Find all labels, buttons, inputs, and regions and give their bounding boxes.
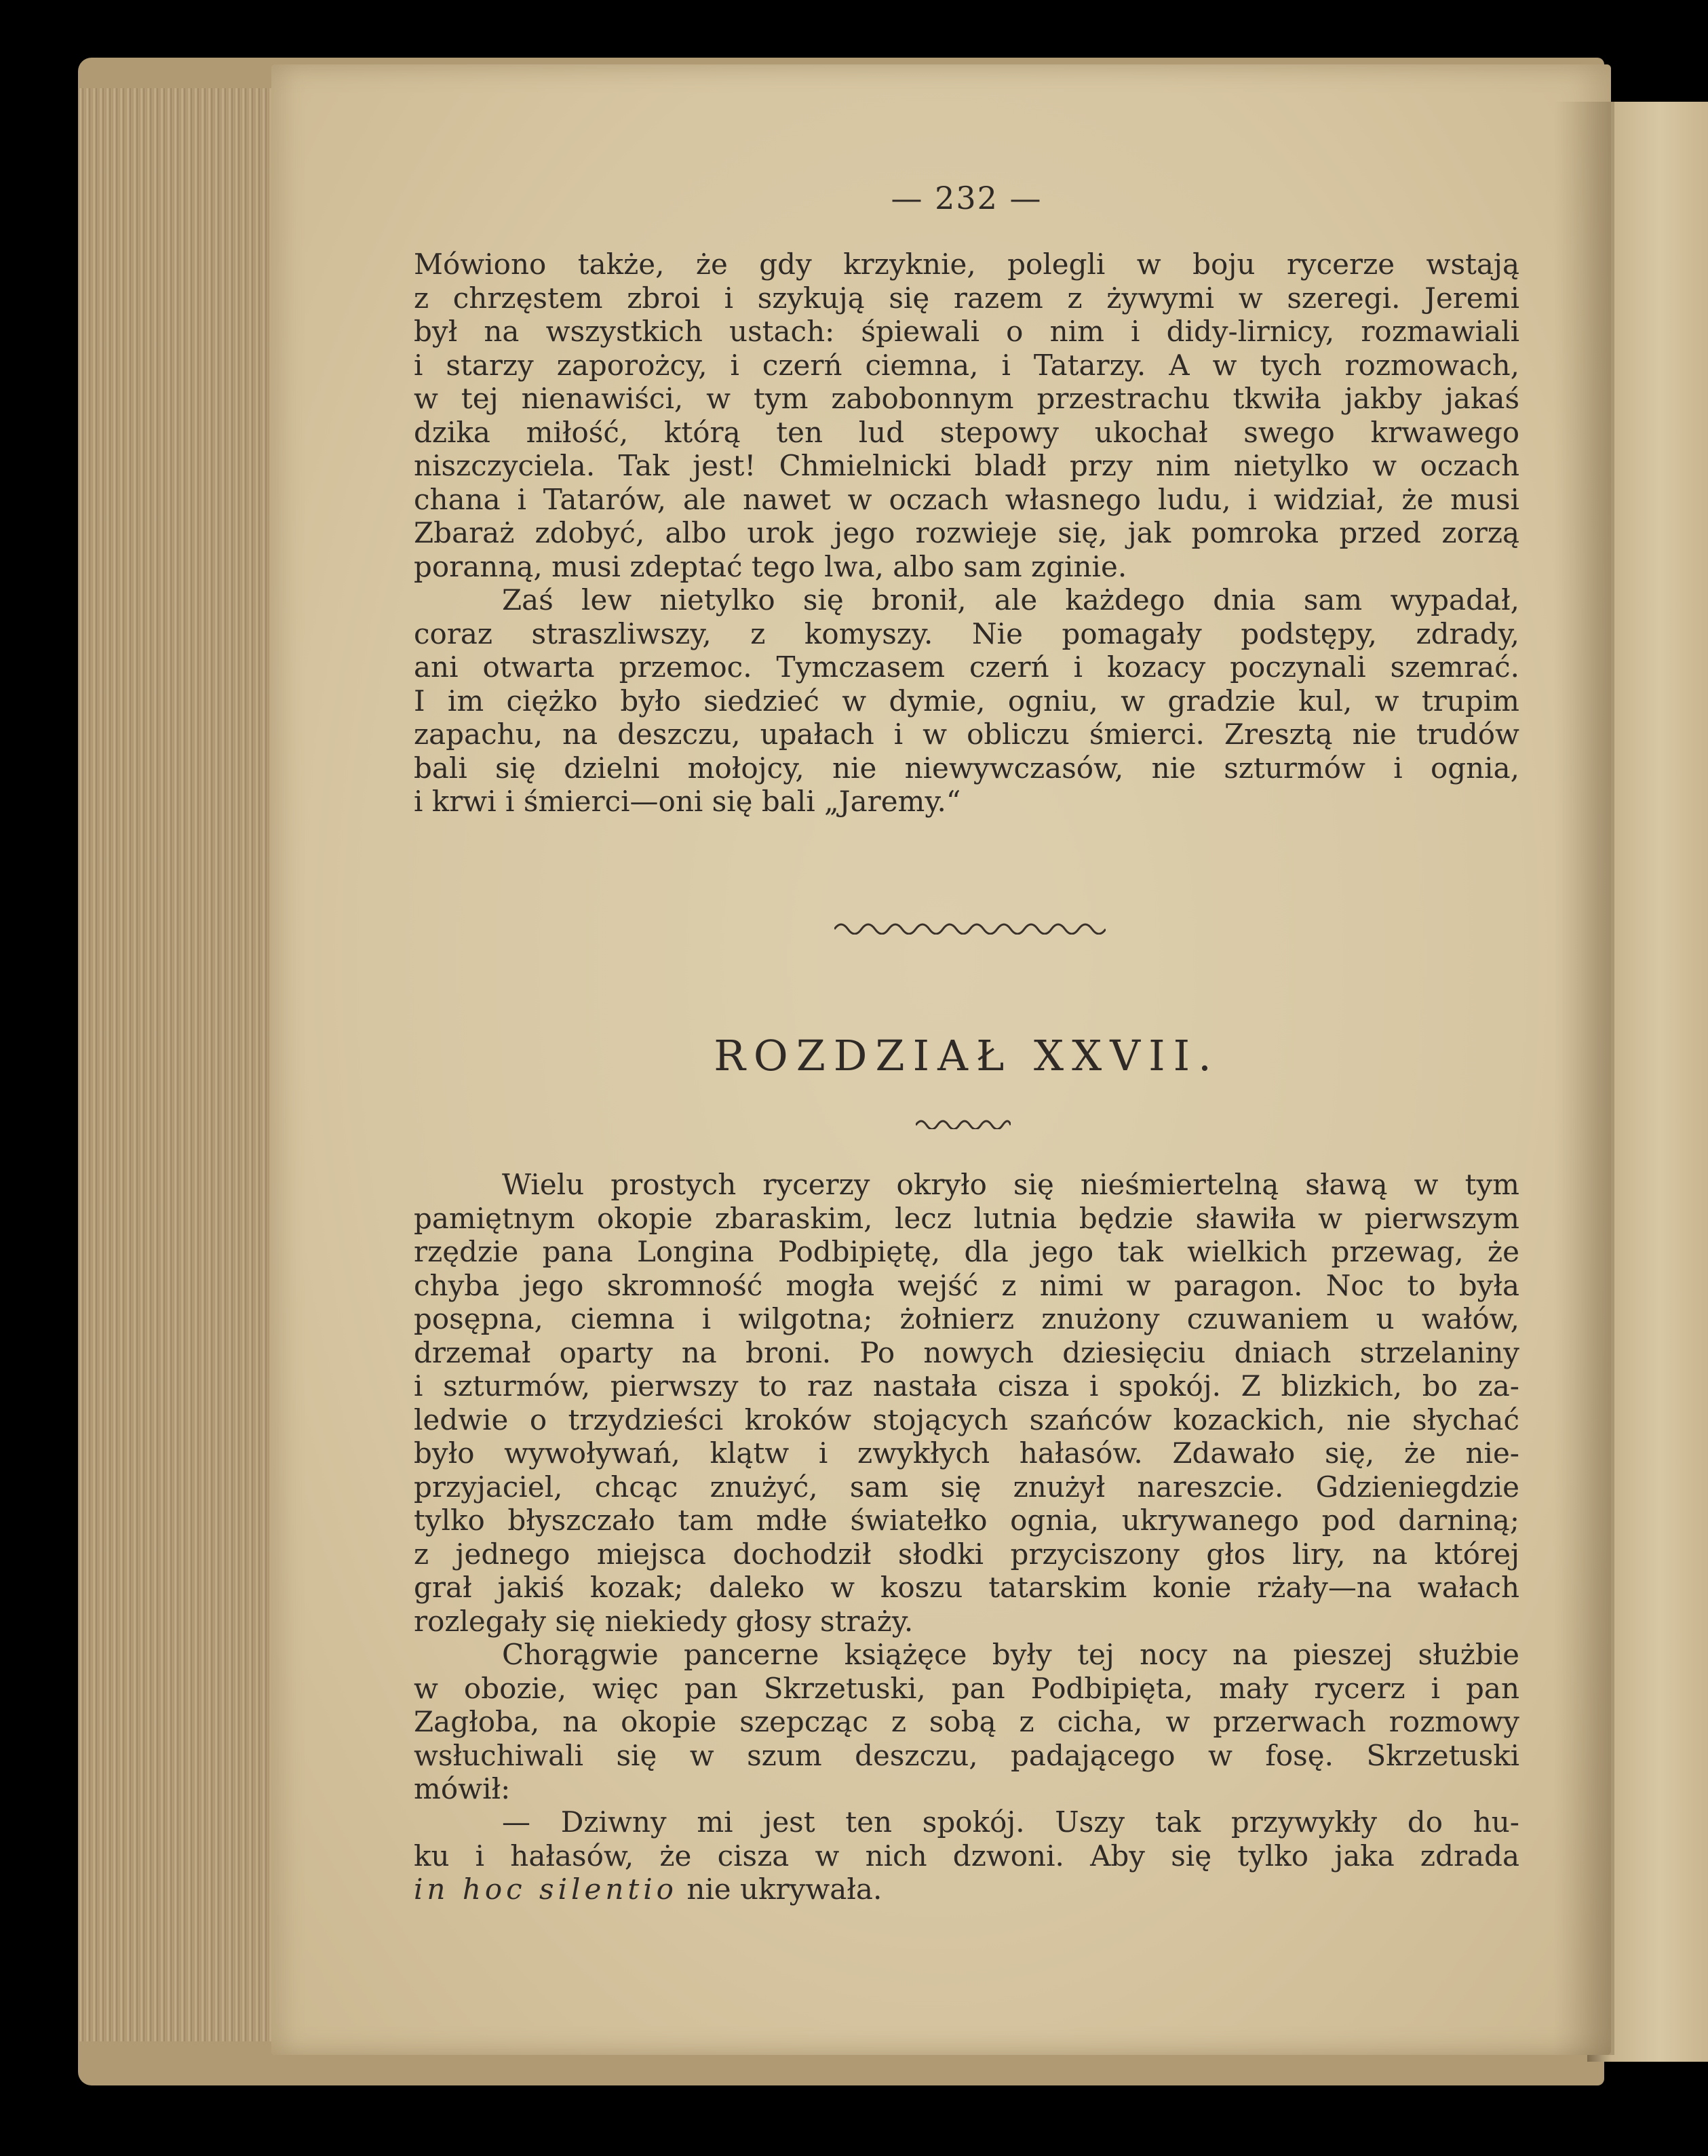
text-line: chana i Tatarów, ale nawet w oczach własnego ludu, i widział, że musi xyxy=(414,482,1519,516)
page-edges xyxy=(78,88,282,2041)
text-line: ledwie o trzydzieści kroków stojących szańców kozackich, nie słychać xyxy=(414,1403,1519,1436)
text-line: coraz straszliwszy, z komyszy. Nie pomagały podstępy, zdrady, xyxy=(414,616,1519,650)
ornament-divider xyxy=(834,917,1106,935)
ornament-small xyxy=(916,1116,1011,1129)
text-line: grał jakiś kozak; daleko w koszu tatarskim konie rżały—na wałach xyxy=(414,1571,1519,1604)
text-line: Chorągwie pancerne książęce były tej nocy na pieszej służbie xyxy=(502,1638,1519,1671)
text-line: — Dziwny mi jest ten spokój. Uszy tak przywykły do hu- xyxy=(502,1805,1519,1839)
chapter-paragraph-3 xyxy=(414,1805,1519,1906)
text-line: chyba jego skromność mogła wejść z nimi w paragon. Noc to była xyxy=(414,1268,1519,1302)
text-line: przyjaciel, chcąc znużyć, sam się znużył nareszcie. Gdzieniegdzie xyxy=(414,1470,1519,1504)
text-line: mówił: xyxy=(414,1772,511,1805)
text-line: w tej nienawiści, w tym zabobonnym przestrachu tkwiła jakby jakaś xyxy=(414,382,1519,415)
text-line: Zbaraż zdobyć, albo urok jego rozwieje się, jak pomroka przed zorzą xyxy=(414,516,1519,549)
chapter-paragraph-2 xyxy=(414,1638,1519,1806)
text-line: wsłuchiwali się w szum deszczu, padającego w fosę. Skrzetuski xyxy=(414,1738,1519,1772)
text-line: drzemał oparty na broni. Po nowych dziesięciu dniach strzelaniny xyxy=(414,1335,1519,1369)
chapter-paragraph-1 xyxy=(414,1168,1519,1638)
text-line: było wywoływań, klątw i zwykłych hałasów. Zdawało się, że nie- xyxy=(414,1436,1519,1470)
text-line: pamiętnym okopie zbaraskim, lecz lutnia będzie sławiła w pierwszym xyxy=(414,1201,1519,1235)
text-line: ani otwarta przemoc. Tymczasem czerń i kozacy poczynali szemrać. xyxy=(414,650,1519,684)
text-line: rozlegały się niekiedy głosy straży. xyxy=(414,1604,914,1638)
text-line: i krwi i śmierci—oni się bali „Jaremy.“ xyxy=(414,785,961,818)
text-line: I im ciężko było siedzieć w dymie, ogniu, w gradzie kul, w trupim xyxy=(414,684,1519,718)
text-line: z chrzęstem zbroi i szykują się razem z żywymi w szeregi. Jeremi xyxy=(414,281,1519,315)
text-fragment: nie ukrywała. xyxy=(677,1873,882,1906)
text-line: ku i hałasów, że cisza w nich dzwoni. Aby się tylko jaka zdrada xyxy=(414,1839,1519,1873)
latin-phrase: in hoc silentio xyxy=(414,1873,678,1906)
paragraph-1 xyxy=(414,248,1519,583)
text-line: był na wszystkich ustach: śpiewali o nim i didy-lirnicy, rozmawiali xyxy=(414,315,1519,348)
text-line: Zagłoba, na okopie szepcząc z sobą z cicha, w przerwach rozmowy xyxy=(414,1705,1519,1738)
gutter-shadow xyxy=(1553,102,1614,2055)
text-line: z jednego miejsca dochodził słodki przyciszony głos liry, na której xyxy=(414,1537,1519,1571)
text-line: w obozie, więc pan Skrzetuski, pan Podbipięta, mały rycerz i pan xyxy=(414,1671,1519,1705)
text-line xyxy=(414,1873,1519,1906)
chapter-title: ROZDZIAŁ XXVII. xyxy=(714,1031,1220,1080)
text-line: posępna, ciemna i wilgotna; żołnierz znużony czuwaniem u wałów, xyxy=(414,1302,1519,1335)
paragraph-2 xyxy=(414,583,1519,819)
text-line: rzędzie pana Longina Podbipiętę, dla jego tak wielkich przewag, że xyxy=(414,1235,1519,1268)
text-line: bali się dzielni mołojcy, nie niewywczasów, nie szturmów i ognia, xyxy=(414,751,1519,785)
text-line: poranną, musi zdeptać tego lwa, albo sam zginie. xyxy=(414,549,1127,583)
text-line: tylko błyszczało tam mdłe światełko ognia, ukrywanego pod darniną; xyxy=(414,1504,1519,1537)
page-number: — 232 — xyxy=(891,180,1043,216)
text-line: niszczyciela. Tak jest! Chmielnicki bladł przy nim nietylko w oczach xyxy=(414,449,1519,482)
text-line: zapachu, na deszczu, upałach i w obliczu śmierci. Zresztą nie trudów xyxy=(414,718,1519,751)
text-line: i starzy zaporożcy, i czerń ciemna, i Tatarzy. A w tych rozmowach, xyxy=(414,348,1519,382)
text-line: i szturmów, pierwszy to raz nastała cisza i spokój. Z blizkich, bo za- xyxy=(414,1369,1519,1403)
text-line: Wielu prostych rycerzy okryło się nieśmiertelną sławą w tym xyxy=(502,1168,1519,1201)
text-line: Mówiono także, że gdy krzyknie, polegli w boju rycerze wstają xyxy=(414,248,1519,281)
text-line: dzika miłość, którą ten lud stepowy ukochał swego krwawego xyxy=(414,415,1519,449)
text-line: Zaś lew nietylko się bronił, ale każdego dnia sam wypadał, xyxy=(502,583,1519,616)
